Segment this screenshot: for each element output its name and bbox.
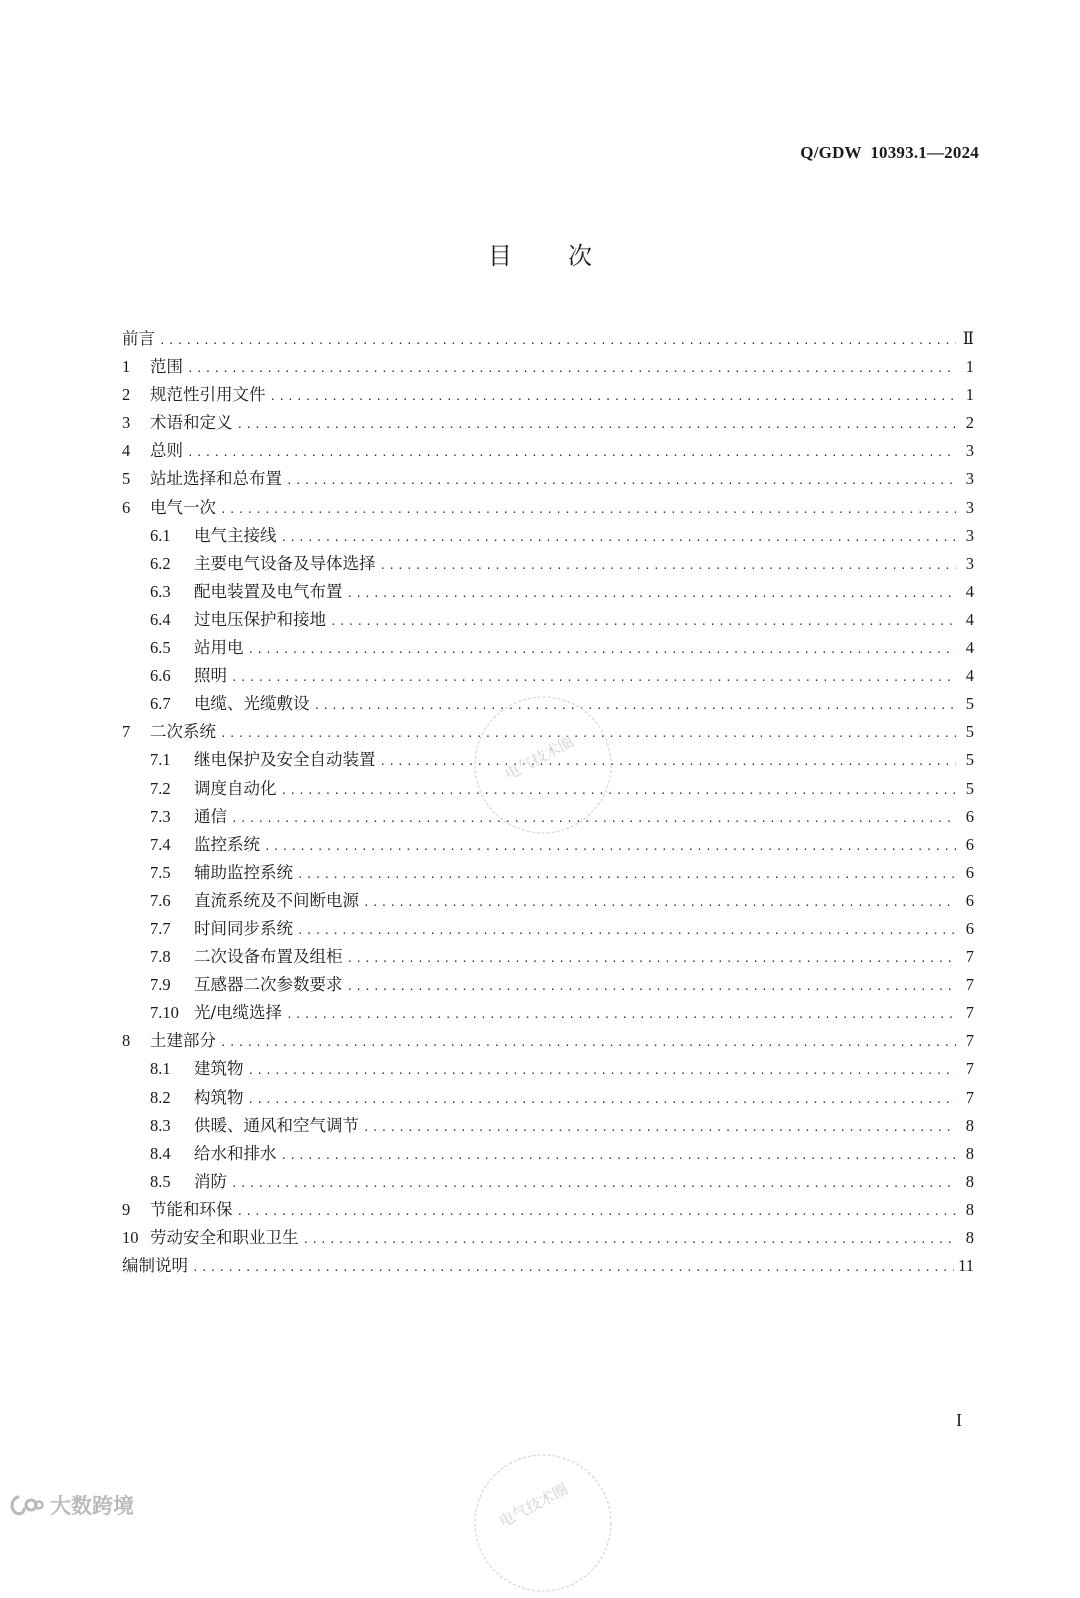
toc-entry-page: 6 <box>965 918 974 938</box>
toc-leader-dots <box>286 467 956 495</box>
toc-entry-number: 7.9 <box>150 975 171 995</box>
toc-entry-number: 6.5 <box>150 638 171 658</box>
toc-entry[interactable] <box>122 1055 974 1083</box>
toc-entry-number: 7 <box>122 722 131 742</box>
toc-entry-title: 节能和环保 <box>150 1199 233 1219</box>
toc-leader-dots <box>286 1001 956 1029</box>
toc-entry-title: 二次设备布置及组柜 <box>194 947 343 967</box>
toc-entry[interactable] <box>122 1168 974 1196</box>
toc-entry-number: 7.6 <box>150 890 171 910</box>
toc-entry-number: 1 <box>122 357 131 377</box>
stamp-text: 电气技术圈 <box>501 732 577 784</box>
toc-entry-title: 建筑物 <box>194 1059 244 1079</box>
toc-entry-title: 照明 <box>194 666 227 686</box>
toc-entry-number: 7.2 <box>150 778 171 798</box>
toc-entry-page: 8 <box>965 1199 974 1219</box>
toc-entry-number: 6.3 <box>150 581 171 601</box>
toc-entry-title: 构筑物 <box>194 1087 244 1107</box>
toc-entry-title: 消防 <box>194 1171 227 1191</box>
toc-entry-number: 6.6 <box>150 666 171 686</box>
toc-leader-dots <box>220 1029 956 1057</box>
toc-leader-dots <box>248 1086 957 1114</box>
toc-entry-page: Ⅱ <box>962 329 974 348</box>
toc-leader-dots <box>237 1198 957 1226</box>
toc-entry-number: 4 <box>122 441 131 461</box>
toc-entry-number: 8 <box>122 1031 131 1051</box>
toc-entry-page: 1 <box>965 385 974 405</box>
toc-entry-page: 4 <box>965 581 974 601</box>
toc-entry-title: 辅助监控系统 <box>194 862 293 882</box>
toc-leader-dots <box>380 748 957 776</box>
toc-entry[interactable] <box>122 522 974 550</box>
toc-entry-page: 3 <box>965 469 974 489</box>
toc-entry[interactable] <box>122 1224 974 1252</box>
toc-entry-page: 5 <box>965 778 974 798</box>
toc-entry-page: 7 <box>965 947 974 967</box>
toc-entry-page: 5 <box>965 750 974 770</box>
toc-entry-page: 6 <box>965 834 974 854</box>
toc-leader-dots <box>363 1114 956 1142</box>
toc-leader-dots <box>297 917 956 945</box>
brand-text: 大数跨境 <box>50 1494 134 1518</box>
toc-leader-dots <box>347 945 957 973</box>
toc-entry-title: 电气主接线 <box>194 525 277 545</box>
toc-entry-number: 7.1 <box>150 750 171 770</box>
toc-entry[interactable] <box>122 887 974 915</box>
toc-entry[interactable] <box>122 999 974 1027</box>
toc-leader-dots <box>231 1170 956 1198</box>
toc-entry[interactable] <box>122 606 974 634</box>
toc-entry[interactable] <box>122 1252 974 1280</box>
watermark-stamp-icon <box>468 1448 618 1598</box>
toc-entry-title: 继电保护及安全自动装置 <box>194 750 376 770</box>
toc-leader-dots <box>159 327 956 355</box>
toc-entry[interactable] <box>122 409 974 437</box>
toc-entry[interactable] <box>122 915 974 943</box>
toc-entry-page: 8 <box>965 1171 974 1191</box>
toc-entry-page: 6 <box>965 806 974 826</box>
toc-entry[interactable] <box>122 437 974 465</box>
toc-leader-dots <box>380 552 957 580</box>
toc-entry-number: 7.10 <box>150 1003 179 1023</box>
toc-entry-title: 直流系统及不间断电源 <box>194 890 359 910</box>
toc-leader-dots <box>192 1254 954 1282</box>
toc-entry-number: 6 <box>122 497 131 517</box>
toc-leader-dots <box>314 692 957 720</box>
toc-entry[interactable] <box>122 1084 974 1112</box>
toc-entry[interactable] <box>122 943 974 971</box>
toc-entry-title: 电气一次 <box>150 497 216 517</box>
toc-entry-page: 7 <box>965 1059 974 1079</box>
toc-leader-dots <box>270 383 957 411</box>
toc-leader-dots <box>248 1057 957 1085</box>
toc-entry-page: 7 <box>965 1087 974 1107</box>
toc-entry[interactable] <box>122 465 974 493</box>
toc-entry-page: 3 <box>965 525 974 545</box>
toc-entry-number: 6.7 <box>150 694 171 714</box>
brand-logo-icon <box>8 1493 44 1517</box>
toc-entry-page: 6 <box>965 890 974 910</box>
toc-entry[interactable] <box>122 971 974 999</box>
toc-entry-number: 6.4 <box>150 609 171 629</box>
toc-entry-title: 劳动安全和职业卫生 <box>150 1228 299 1247</box>
toc-entry-number: 5 <box>122 469 131 489</box>
toc-entry-title: 配电装置及电气布置 <box>194 581 343 601</box>
toc-leader-dots <box>303 1226 957 1254</box>
toc-entry-number: 10 <box>122 1228 139 1247</box>
toc-entry-title: 时间同步系统 <box>194 918 293 938</box>
toc-entry-title: 调度自动化 <box>194 778 277 798</box>
page-title: 目次 <box>488 242 648 270</box>
toc-leader-dots <box>281 524 957 552</box>
toc-entry[interactable] <box>122 550 974 578</box>
toc-entry-title: 规范性引用文件 <box>150 385 266 405</box>
toc-entry-page: 6 <box>965 862 974 882</box>
stamp-text: 电气技术圈 <box>496 1479 571 1531</box>
toc-entry-number: 8.5 <box>150 1171 171 1191</box>
toc-entry-page: 5 <box>965 722 974 742</box>
toc-entry-page: 7 <box>965 1003 974 1023</box>
toc-leader-dots <box>220 496 956 524</box>
toc-entry-title: 通信 <box>194 806 227 826</box>
toc-entry-number: 6.1 <box>150 525 171 545</box>
toc-entry-page: 4 <box>965 666 974 686</box>
toc-entry-page: 8 <box>965 1143 974 1163</box>
toc-entry-title: 供暖、通风和空气调节 <box>194 1115 359 1135</box>
toc-entry-number: 2 <box>122 385 131 405</box>
toc-entry-page: 7 <box>965 1031 974 1051</box>
toc-entry-page: 2 <box>965 413 974 433</box>
toc-entry[interactable] <box>122 325 974 353</box>
toc-entry-title: 土建部分 <box>150 1031 216 1051</box>
toc-entry-title: 过电压保护和接地 <box>194 609 326 629</box>
toc-entry-page: 5 <box>965 694 974 714</box>
toc-entry[interactable] <box>122 1112 974 1140</box>
toc-entry-number: 7.3 <box>150 806 171 826</box>
toc-entry-page: 8 <box>965 1115 974 1135</box>
toc-entry[interactable] <box>122 353 974 381</box>
toc-leader-dots <box>347 580 957 608</box>
brand-watermark <box>8 1490 134 1520</box>
toc-entry-title: 范围 <box>150 357 183 377</box>
toc-entry-page: 3 <box>965 441 974 461</box>
toc-leader-dots <box>237 411 957 439</box>
toc-entry-number: 8.1 <box>150 1059 171 1079</box>
toc-entry-title: 电缆、光缆敷设 <box>194 694 310 714</box>
standard-code: Q/GDW 10393.1—2024 <box>800 143 979 162</box>
toc-entry[interactable] <box>122 1027 974 1055</box>
toc-entry-page: 3 <box>965 497 974 517</box>
toc-leader-dots <box>248 636 957 664</box>
toc-entry-number: 8.2 <box>150 1087 171 1107</box>
toc-entry-title: 站址选择和总布置 <box>150 469 282 489</box>
toc-entry[interactable] <box>122 494 974 522</box>
toc-entry-page: 3 <box>965 553 974 573</box>
toc-entry-number: 7.8 <box>150 947 171 967</box>
toc-leader-dots <box>281 1142 957 1170</box>
toc-leader-dots <box>363 889 956 917</box>
toc-entry-page: 7 <box>965 975 974 995</box>
toc-entry[interactable] <box>122 381 974 409</box>
toc-entry[interactable] <box>122 1196 974 1224</box>
toc-entry[interactable] <box>122 859 974 887</box>
toc-entry-number: 6.2 <box>150 553 171 573</box>
toc-leader-dots <box>187 439 956 467</box>
toc-entry-title: 二次系统 <box>150 722 216 742</box>
toc-entry-number: 8.3 <box>150 1115 171 1135</box>
toc-entry[interactable] <box>122 578 974 606</box>
toc-entry-number: 9 <box>122 1199 131 1219</box>
toc-entry-number: 7.4 <box>150 834 171 854</box>
toc-entry-title: 编制说明 <box>122 1256 188 1276</box>
toc-entry-title: 光/电缆选择 <box>194 1003 283 1023</box>
toc-entry-number: 8.4 <box>150 1143 171 1163</box>
toc-leader-dots <box>187 355 956 383</box>
toc-leader-dots <box>281 777 957 805</box>
toc-entry-number: 7.5 <box>150 862 171 882</box>
toc-entry[interactable] <box>122 634 974 662</box>
toc-entry-page: 8 <box>965 1228 974 1247</box>
toc-entry-number: 7.7 <box>150 918 171 938</box>
toc-leader-dots <box>347 973 957 1001</box>
toc-leader-dots <box>330 608 956 636</box>
toc-entry-page: 1 <box>965 357 974 377</box>
toc-entry-page: 4 <box>965 638 974 658</box>
toc-entry-title: 监控系统 <box>194 834 260 854</box>
toc-entry-title: 给水和排水 <box>194 1143 277 1163</box>
toc-entry-title: 前言 <box>122 329 155 348</box>
watermark-stamp-icon <box>468 690 618 840</box>
toc-entry[interactable] <box>122 1140 974 1168</box>
toc-entry-page: 11 <box>958 1256 974 1276</box>
toc-entry-title: 总则 <box>150 441 183 461</box>
page-number: I <box>956 1410 962 1430</box>
toc-entry-title: 术语和定义 <box>150 413 233 433</box>
toc-leader-dots <box>297 861 956 889</box>
toc-entry[interactable] <box>122 662 974 690</box>
toc-entry-title: 互感器二次参数要求 <box>194 975 343 995</box>
toc-entry-title: 主要电气设备及导体选择 <box>194 553 376 573</box>
toc-entry-page: 4 <box>965 609 974 629</box>
toc-entry-title: 站用电 <box>194 638 244 658</box>
toc-leader-dots <box>231 664 956 692</box>
toc-entry-number: 3 <box>122 413 131 433</box>
